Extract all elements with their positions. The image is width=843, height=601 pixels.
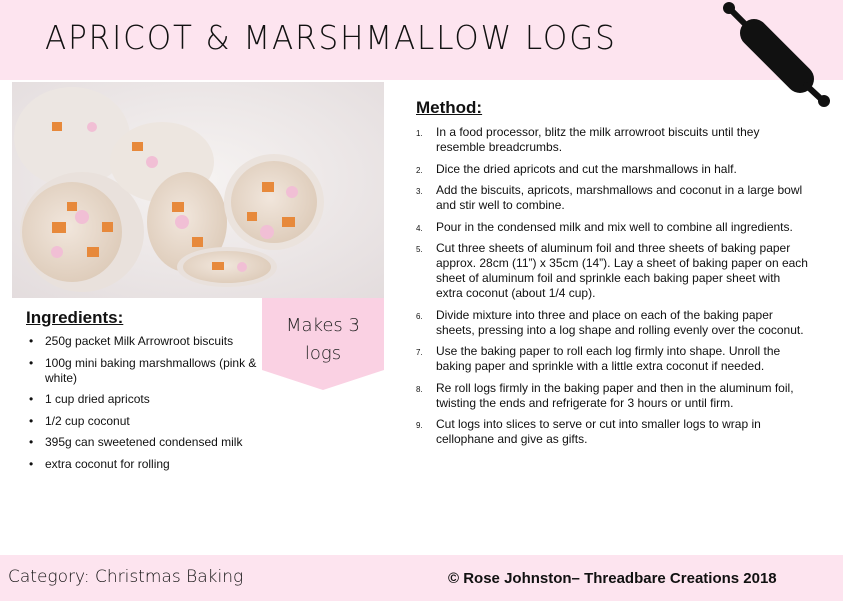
- step-number: 7.: [416, 348, 423, 357]
- ingredient-item: • 1/2 cup coconut: [26, 414, 262, 429]
- step-text: Use the baking paper to roll each log firmly into shape. Unroll the baking paper and sprinkle with a little extra coconut if needed.: [436, 344, 781, 373]
- step-number: 8.: [416, 384, 423, 394]
- method-step: [416, 241, 808, 301]
- ingredient-item: • 395g can sweetened condensed milk: [26, 435, 262, 450]
- step-text: In a food processor, blitz the milk arrowroot biscuits until they resemble breadcrumbs.: [436, 125, 760, 154]
- step-text: Divide mixture into three and place on each of the baking paper sheets, pressing into a log shape and rolling evenly over the coconut.: [436, 307, 804, 337]
- method-heading: Method:: [416, 98, 483, 117]
- step-text: Add the biscuits, apricots, marshmallows and coconut in a large bowl and stir well to combine.: [436, 183, 803, 212]
- category-label: Category: Christmas Baking: [8, 567, 244, 587]
- method-step: [416, 344, 808, 374]
- step-number: 5.: [416, 245, 423, 254]
- step-number: 6.: [416, 311, 423, 321]
- page-title: APRICOT & MARSHMALLOW LOGS: [45, 18, 617, 57]
- step-text: Re roll logs firmly in the baking paper and then in the aluminum foil, twisting the ends and refrigerate for 3 hours or until firm.: [436, 380, 794, 410]
- ingredient-item: • 1 cup dried apricots: [26, 392, 262, 407]
- step-text: Dice the dried apricots and cut the marshmallows in half.: [436, 161, 737, 176]
- method-step: [416, 125, 808, 155]
- step-number: 1.: [416, 129, 423, 138]
- method-step: [416, 308, 808, 338]
- method-step: [416, 381, 808, 411]
- ingredient-item: • 250g packet Milk Arrowroot biscuits: [26, 334, 262, 349]
- step-number: 4.: [416, 223, 423, 233]
- step-number: 2.: [416, 165, 423, 175]
- step-number: 9.: [416, 421, 423, 430]
- method-step: [416, 162, 808, 177]
- step-text: Cut three sheets of aluminum foil and three sheets of baking paper approx. 28cm (11”) x 35cm (14”). Lay a sheet of baking paper on each sheet of aluminum foil and sprinkle each baking paper sheet with extra coconut (about 1/4 cup).: [436, 241, 808, 300]
- rolling-pin-icon: [716, 0, 843, 110]
- makes-line-2: logs: [304, 343, 342, 364]
- method-step: [416, 417, 808, 447]
- method-list: [416, 125, 808, 454]
- makes-label: [262, 312, 384, 368]
- ingredient-item: • extra coconut for rolling: [26, 457, 262, 472]
- method-step: [416, 183, 808, 213]
- ingredients-list: [26, 334, 262, 478]
- food-photo: [12, 82, 384, 298]
- step-text: Pour in the condensed milk and mix well to combine all ingredients.: [436, 219, 793, 234]
- ingredient-item: • 100g mini baking marshmallows (pink & white): [26, 356, 262, 386]
- copyright-notice: © Rose Johnston– Threadbare Creations 2018: [448, 570, 777, 587]
- makes-line-1: Makes 3: [286, 315, 360, 336]
- step-text: Cut logs into slices to serve or cut into smaller logs to wrap in cellophane and give as gifts.: [436, 417, 761, 446]
- ingredients-heading: Ingredients:: [26, 308, 124, 327]
- method-step: [416, 220, 808, 235]
- step-number: 3.: [416, 187, 423, 196]
